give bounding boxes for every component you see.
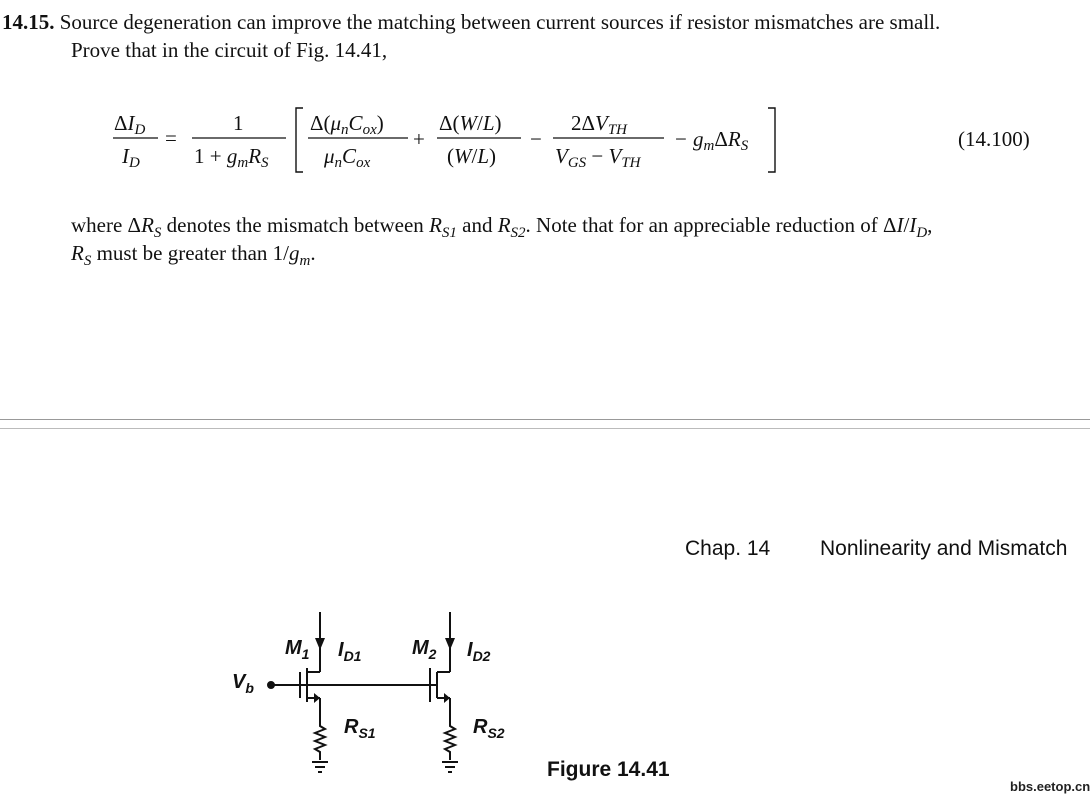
svg-text:1 + gmRS: 1 + gmRS xyxy=(194,144,269,171)
resistor-rs1 xyxy=(315,722,325,760)
where-line-1: where $\Delta R_S$ denotes the mismatch between $R_{S1}$ and $R_{S2}$. Note that for an appreciable reduction of $\Delta I/I_D$, xyxy=(71,213,933,242)
label-rs1: $R_{S1}$ xyxy=(344,716,376,741)
resistor-rs2 xyxy=(445,722,455,760)
where-line-2: $R_S$ must be greater than $1/g_m$. xyxy=(71,241,316,270)
svg-text:ID: ID xyxy=(122,144,140,171)
problem-number: 14.15. xyxy=(2,10,55,34)
label-id1: $I_{D1}$ xyxy=(338,639,362,664)
svg-text:+: + xyxy=(413,127,425,151)
label-rs2: $R_{S2}$ xyxy=(473,716,505,741)
svg-text:gmΔRS: gmΔRS xyxy=(693,127,749,154)
svg-text:1: 1 xyxy=(233,111,244,135)
svg-text:−: − xyxy=(675,127,687,151)
watermark: bbs.eetop.cn xyxy=(1010,779,1090,794)
svg-text:(W/L): (W/L) xyxy=(447,144,497,168)
id1-arrow xyxy=(315,638,325,650)
equation-number: (14.100) xyxy=(958,127,1030,151)
svg-text:VGS − VTH: VGS − VTH xyxy=(555,144,641,171)
problem-line-2: Prove that in the circuit of Fig. 14.41, xyxy=(71,38,388,62)
equals-sign: = xyxy=(165,126,177,150)
svg-text:Δ(μnCox): Δ(μnCox) xyxy=(310,111,384,138)
svg-text:Δ(W/L): Δ(W/L) xyxy=(439,111,502,135)
label-m1: $M_1$ xyxy=(285,637,310,662)
label-id2: $I_{D2}$ xyxy=(467,639,491,664)
figure-caption: Figure 14.41 xyxy=(547,758,670,781)
label-vb: $V_b$ xyxy=(232,671,254,696)
svg-text:ΔID: ΔID xyxy=(114,111,146,138)
chapter-label: Chap. 14 xyxy=(685,537,771,560)
chapter-title: Nonlinearity and Mismatch xyxy=(820,537,1068,560)
svg-text:−: − xyxy=(530,127,542,151)
ground-1 xyxy=(312,762,328,772)
ground-2 xyxy=(442,762,458,772)
problem-statement-1: Source degeneration can improve the matching between current sources if resistor mismatches are small. xyxy=(59,10,941,34)
id2-arrow xyxy=(445,638,455,650)
svg-text:μnCox: μnCox xyxy=(324,144,371,171)
label-m2: $M_2$ xyxy=(412,637,437,662)
svg-text:2ΔVTH: 2ΔVTH xyxy=(571,111,628,138)
